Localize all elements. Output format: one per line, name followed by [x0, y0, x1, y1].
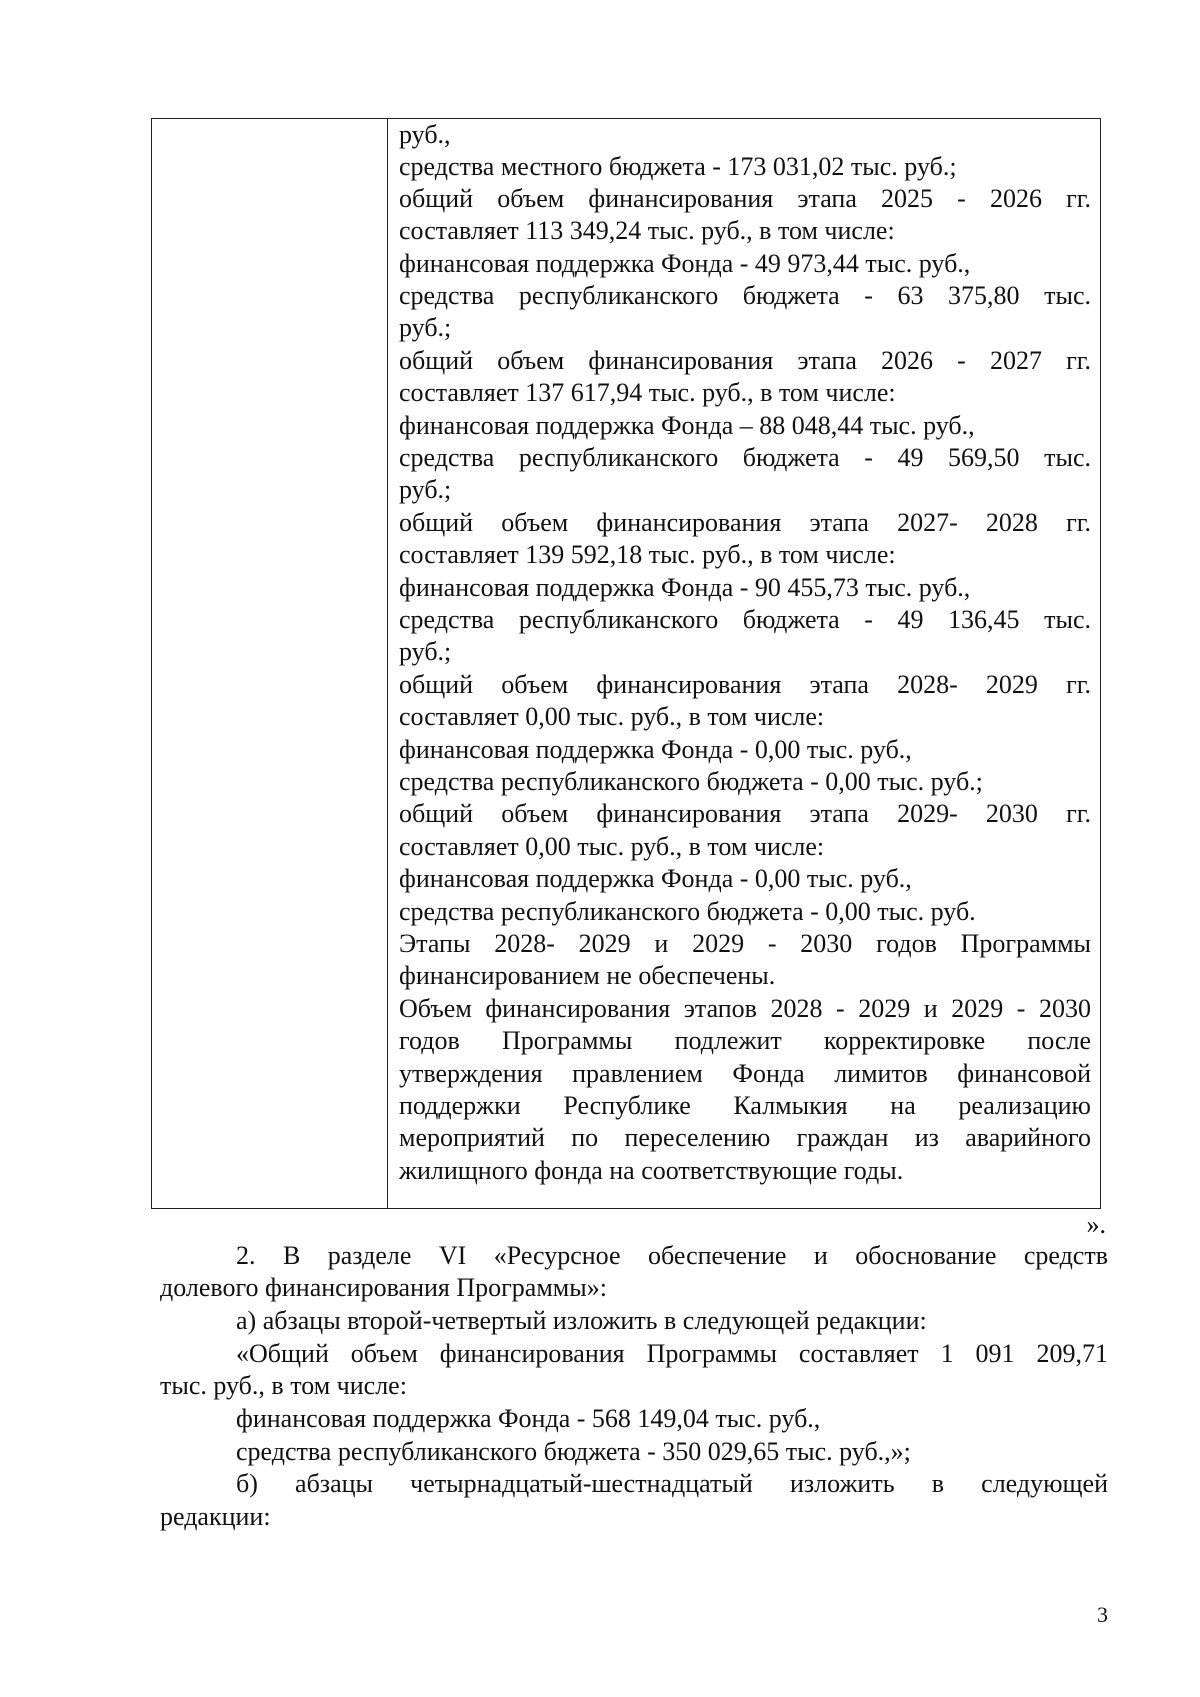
- body-paragraph-line: тыс. руб., в том числе:: [160, 1371, 407, 1400]
- table-line: финансовая поддержка Фонда - 0,00 тыс. руб.,: [399, 735, 912, 764]
- table-line: руб.;: [399, 637, 452, 666]
- body-paragraph-line: 2. В разделе VI «Ресурсное обеспечение и обоснование средств: [236, 1241, 1108, 1270]
- table-line: общий объем финансирования этапа 2026 - 2027 гг.: [399, 346, 1091, 375]
- table-line: годов Программы подлежит корректировке после: [399, 1026, 1091, 1055]
- table-line: утверждения правлением Фонда лимитов финансовой: [399, 1059, 1091, 1088]
- body-paragraph-line: а) абзацы второй-четвертый изложить в следующей редакции:: [236, 1306, 927, 1335]
- table-line: составляет 139 592,18 тыс. руб., в том числе:: [399, 540, 896, 569]
- table-line: составляет 137 617,94 тыс. руб., в том числе:: [399, 378, 896, 407]
- body-paragraph-line: редакции:: [160, 1502, 271, 1531]
- table-line: средства республиканского бюджета - 0,00 тыс. руб.: [399, 897, 976, 926]
- table-line: руб.;: [399, 475, 452, 504]
- table-line: финансовая поддержка Фонда - 90 455,73 тыс. руб.,: [399, 573, 971, 602]
- table-line: общий объем финансирования этапа 2029- 2030 гг.: [399, 799, 1091, 828]
- table-line: руб.;: [399, 313, 452, 342]
- body-paragraph-line: финансовая поддержка Фонда - 568 149,04 тыс. руб.,: [236, 1404, 821, 1433]
- table-financing-cell: [399, 119, 1091, 1208]
- table-line: средства республиканского бюджета - 49 569,50 тыс.: [399, 443, 1091, 472]
- table-line: Этапы 2028- 2029 и 2029 - 2030 годов Программы: [399, 929, 1091, 958]
- table-line: поддержки Республике Калмыкия на реализацию: [399, 1091, 1091, 1120]
- closing-quote: ».: [1086, 1210, 1106, 1239]
- table-line: средства республиканского бюджета - 63 375,80 тыс.: [399, 281, 1091, 310]
- body-paragraph-line: «Общий объем финансирования Программы составляет 1 091 209,71: [236, 1339, 1108, 1368]
- table-line: руб.,: [399, 120, 451, 149]
- table-line: финансированием не обеспечены.: [399, 961, 776, 990]
- table-line: жилищного фонда на соответствующие годы.: [399, 1156, 904, 1185]
- table-line: финансовая поддержка Фонда - 0,00 тыс. руб.,: [399, 864, 912, 893]
- body-paragraph-line: б) абзацы четырнадцатый-шестнадцатый изложить в следующей: [236, 1469, 1108, 1498]
- table-line: средства республиканского бюджета - 49 136,45 тыс.: [399, 605, 1091, 634]
- table-line: средства местного бюджета - 173 031,02 тыс. руб.;: [399, 152, 957, 181]
- table-line: финансовая поддержка Фонда - 49 973,44 тыс. руб.,: [399, 249, 971, 278]
- table-column-divider: [387, 119, 388, 1208]
- body-paragraph-line: средства республиканского бюджета - 350 029,65 тыс. руб.,»;: [236, 1437, 911, 1466]
- table-line: мероприятий по переселению граждан из аварийного: [399, 1123, 1091, 1152]
- table-line: общий объем финансирования этапа 2025 - 2026 гг.: [399, 184, 1091, 213]
- table-line: Объем финансирования этапов 2028 - 2029 и 2029 - 2030: [399, 994, 1091, 1023]
- page-number: 3: [1097, 1602, 1108, 1627]
- table-line: общий объем финансирования этапа 2027- 2028 гг.: [399, 508, 1091, 537]
- table-line: составляет 0,00 тыс. руб., в том числе:: [399, 702, 825, 731]
- table-line: средства республиканского бюджета - 0,00 тыс. руб.;: [399, 767, 983, 796]
- table-line: финансовая поддержка Фонда – 88 048,44 тыс. руб.,: [399, 411, 975, 440]
- table-line: составляет 113 349,24 тыс. руб., в том числе:: [399, 216, 895, 245]
- table-line: общий объем финансирования этапа 2028- 2029 гг.: [399, 670, 1091, 699]
- body-paragraph-line: долевого финансирования Программы»:: [160, 1273, 607, 1302]
- program-table: [151, 118, 1101, 1209]
- table-line: составляет 0,00 тыс. руб., в том числе:: [399, 832, 825, 861]
